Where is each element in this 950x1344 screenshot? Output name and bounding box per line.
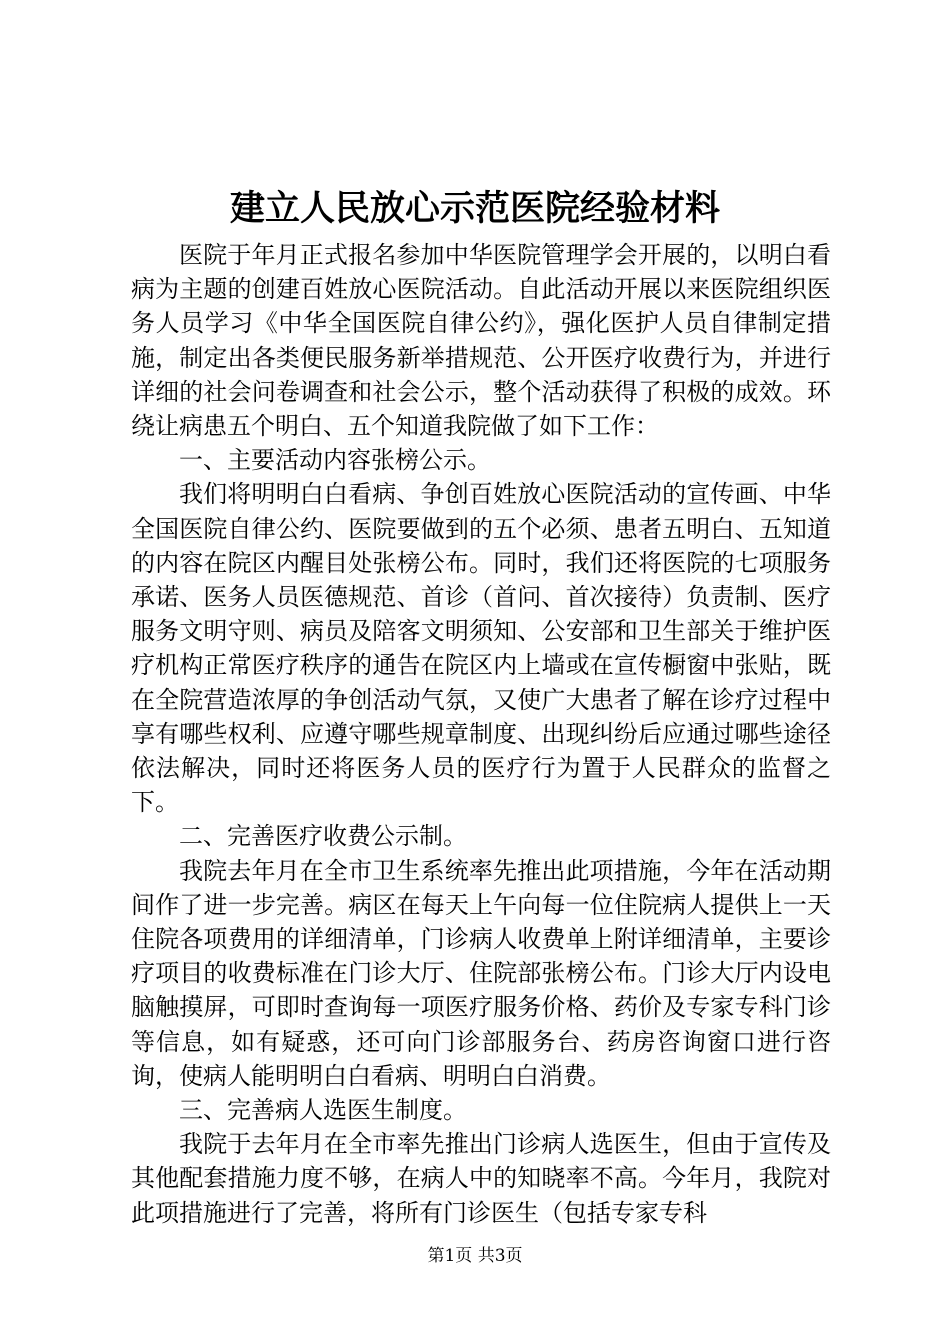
document-title: 建立人民放心示范医院经验材料 — [229, 188, 720, 229]
section-heading-1: 一、主要活动内容张榜公示。 — [179, 446, 491, 475]
document-body — [131, 238, 831, 1230]
paragraph-section-2: 我院去年月在全市卫生系统率先推出此项措施，今年在活动期间作了进一步完善。病区在每天上午向每一位住院病人提供上一天住院各项费用的详细清单，门诊病人收费单上附详细清单，主要诊疗项目的收费标准在门诊大厅、住院部张榜公布。门诊大厅内设电脑触摸屏，可即时查询每一项医疗服务价格、药价及专家专科门诊等信息，如有疑惑，还可向门诊部服务台、药房咨询窗口进行咨询，使病人能明明白白看病、明明白白消费。 — [131, 856, 831, 1090]
page-footer: 第1页 共3页 — [427, 1246, 523, 1266]
paragraph-section-3: 我院于去年月在全市率先推出门诊病人选医生，但由于宣传及其他配套措施力度不够，在病人中的知晓率不高。今年月，我院对此项措施进行了完善，将所有门诊医生（包括专家专科 — [131, 1130, 831, 1227]
section-heading-3: 三、完善病人选医生制度。 — [179, 1096, 467, 1125]
section-heading-2: 二、完善医疗收费公示制。 — [179, 822, 467, 851]
paragraph-section-1: 我们将明明白白看病、争创百姓放心医院活动的宣传画、中华全国医院自律公约、医院要做到的五个必须、患者五明白、五知道的内容在院区内醒目处张榜公布。同时，我们还将医院的七项服务承诺、医务人员医德规范、首诊（首问、首次接待）负责制、医疗服务文明守则、病员及陪客文明须知、公安部和卫生部关于维护医疗机构正常医疗秩序的通告在院区内上墙或在宣传橱窗中张贴，既在全院营造浓厚的争创活动气氛，又使广大患者了解在诊疗过程中享有哪些权利、应遵守哪些规章制度、出现纠纷后应通过哪些途径依法解决，同时还将医务人员的医疗行为置于人民群众的监督之下。 — [131, 480, 831, 817]
paragraph-intro: 医院于年月正式报名参加中华医院管理学会开展的，以明白看病为主题的创建百姓放心医院活动。自此活动开展以来医院组织医务人员学习《中华全国医院自律公约》，强化医护人员自律制定措施，制定出各类便民服务新举措规范、公开医疗收费行为，并进行详细的社会问卷调查和社会公示，整个活动获得了积极的成效。环绕让病患五个明白、五个知道我院做了如下工作： — [131, 241, 831, 441]
